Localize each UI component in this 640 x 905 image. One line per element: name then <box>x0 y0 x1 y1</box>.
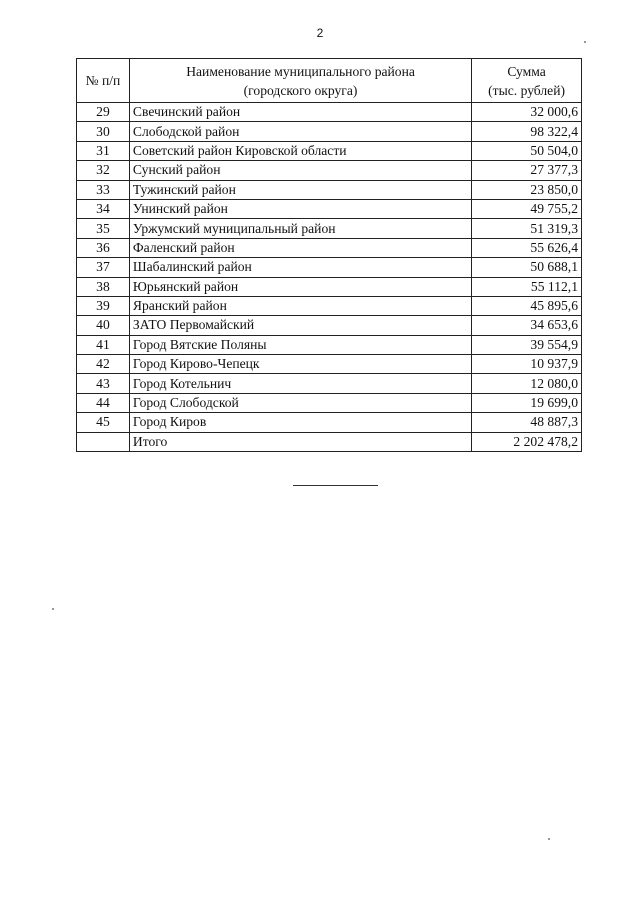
table-header-row <box>77 59 582 103</box>
table-row <box>77 180 582 199</box>
scan-speck <box>584 41 586 43</box>
row-number: 40 <box>77 316 130 335</box>
table-row <box>77 141 582 160</box>
row-district: Шабалинский район <box>129 258 471 277</box>
row-number: 39 <box>77 296 130 315</box>
row-amount: 34 653,6 <box>472 316 582 335</box>
table-row <box>77 355 582 374</box>
row-district: Яранский район <box>129 296 471 315</box>
header-sum-line1: Сумма <box>507 63 546 79</box>
header-sum-line2: (тыс. рублей) <box>488 82 566 98</box>
row-district: Город Слободской <box>129 393 471 412</box>
row-amount: 45 895,6 <box>472 296 582 315</box>
row-amount: 49 755,2 <box>472 199 582 218</box>
row-district: Город Котельнич <box>129 374 471 393</box>
total-number <box>77 432 130 451</box>
total-amount: 2 202 478,2 <box>472 432 582 451</box>
table-row <box>77 219 582 238</box>
header-name-line2: (городского округа) <box>243 82 358 98</box>
row-number: 31 <box>77 141 130 160</box>
allocation-table <box>76 58 582 452</box>
row-number: 36 <box>77 238 130 257</box>
row-district: Слободской район <box>129 122 471 141</box>
table-row <box>77 258 582 277</box>
scan-speck <box>52 608 54 610</box>
row-district: Город Кирово-Чепецк <box>129 355 471 374</box>
table-row <box>77 161 582 180</box>
row-number: 41 <box>77 335 130 354</box>
scan-speck <box>548 838 550 840</box>
row-amount: 50 688,1 <box>472 258 582 277</box>
row-district: Юрьянский район <box>129 277 471 296</box>
row-number: 34 <box>77 199 130 218</box>
row-amount: 23 850,0 <box>472 180 582 199</box>
row-number: 43 <box>77 374 130 393</box>
row-amount: 55 626,4 <box>472 238 582 257</box>
table-row <box>77 374 582 393</box>
row-district: Свечинский район <box>129 103 471 122</box>
header-num: № п/п <box>77 59 130 103</box>
row-amount: 19 699,0 <box>472 393 582 412</box>
total-label: Итого <box>129 432 471 451</box>
table-row <box>77 122 582 141</box>
row-district: Город Киров <box>129 413 471 432</box>
row-district: Тужинский район <box>129 180 471 199</box>
row-number: 44 <box>77 393 130 412</box>
table-body <box>77 103 582 452</box>
table-row <box>77 103 582 122</box>
row-number: 38 <box>77 277 130 296</box>
row-district: Унинский район <box>129 199 471 218</box>
table-row <box>77 393 582 412</box>
row-district: ЗАТО Первомайский <box>129 316 471 335</box>
table-row <box>77 296 582 315</box>
table-row <box>77 199 582 218</box>
row-number: 37 <box>77 258 130 277</box>
page-number: 2 <box>316 26 324 40</box>
header-sum <box>472 59 582 103</box>
row-amount: 39 554,9 <box>472 335 582 354</box>
row-number: 33 <box>77 180 130 199</box>
row-number: 35 <box>77 219 130 238</box>
row-amount: 48 887,3 <box>472 413 582 432</box>
table-row <box>77 277 582 296</box>
table-row <box>77 413 582 432</box>
table-row <box>77 316 582 335</box>
row-number: 42 <box>77 355 130 374</box>
header-name <box>129 59 471 103</box>
row-amount: 12 080,0 <box>472 374 582 393</box>
row-number: 32 <box>77 161 130 180</box>
row-amount: 55 112,1 <box>472 277 582 296</box>
row-amount: 27 377,3 <box>472 161 582 180</box>
row-number: 30 <box>77 122 130 141</box>
end-of-document-rule <box>293 485 378 486</box>
row-district: Фаленский район <box>129 238 471 257</box>
header-name-line1: Наименование муниципального района <box>186 63 415 79</box>
row-number: 29 <box>77 103 130 122</box>
row-district: Город Вятские Поляны <box>129 335 471 354</box>
table-row <box>77 335 582 354</box>
row-amount: 50 504,0 <box>472 141 582 160</box>
row-number: 45 <box>77 413 130 432</box>
table-row <box>77 238 582 257</box>
table-total-row <box>77 432 582 451</box>
row-amount: 98 322,4 <box>472 122 582 141</box>
row-amount: 51 319,3 <box>472 219 582 238</box>
row-amount: 32 000,6 <box>472 103 582 122</box>
row-amount: 10 937,9 <box>472 355 582 374</box>
row-district: Советский район Кировской области <box>129 141 471 160</box>
row-district: Сунский район <box>129 161 471 180</box>
row-district: Уржумский муниципальный район <box>129 219 471 238</box>
